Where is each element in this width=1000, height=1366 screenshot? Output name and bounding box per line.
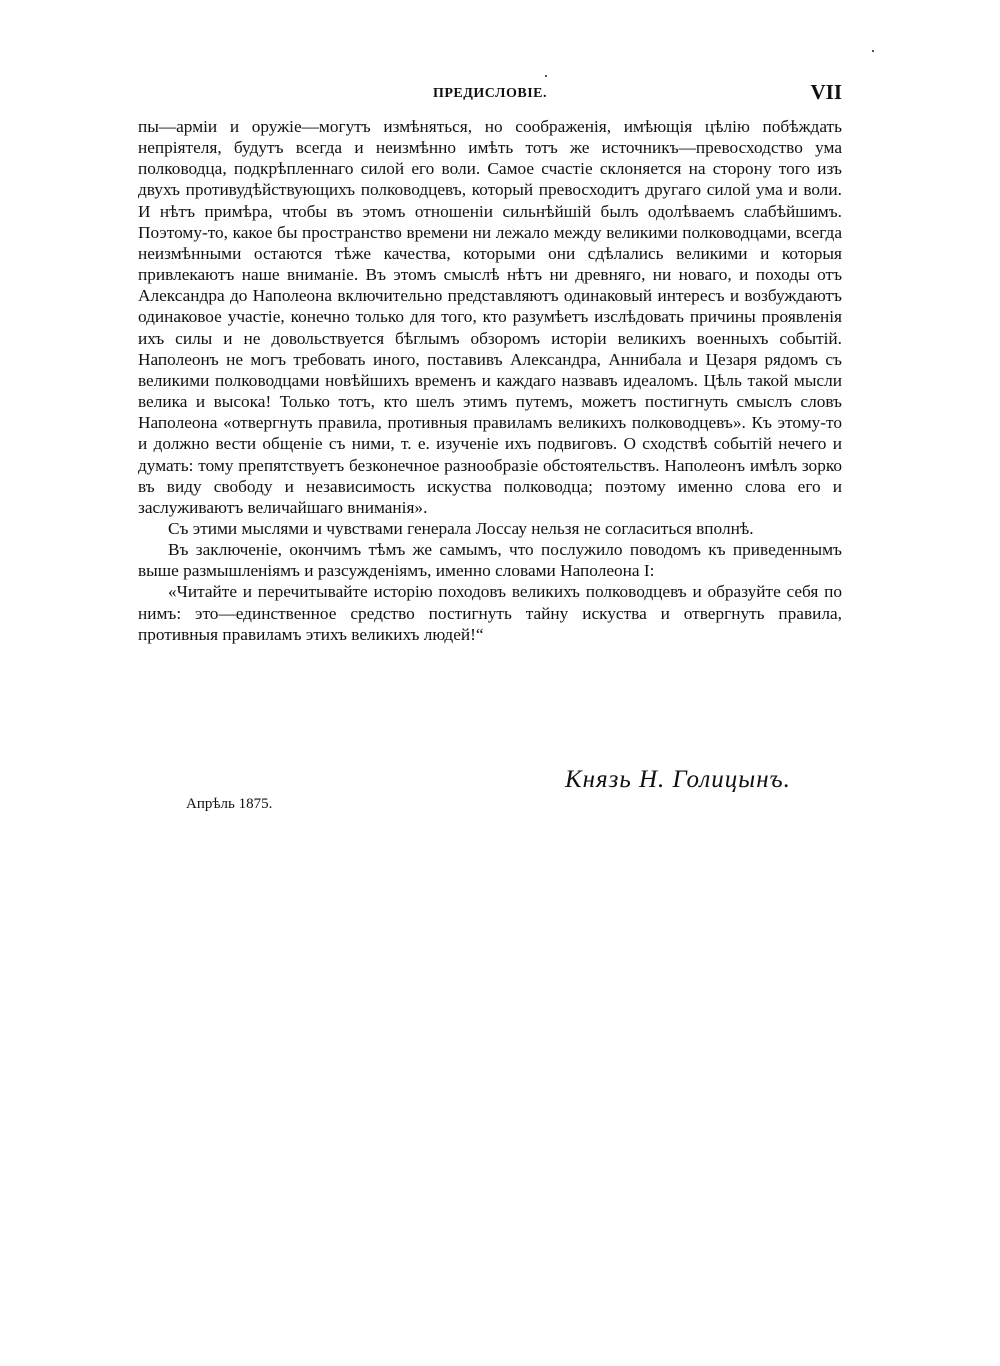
running-title: ПРЕДИСЛОВІЕ.	[432, 86, 547, 101]
date-line: Апрѣль 1875.	[186, 796, 273, 812]
page-number: VII	[810, 80, 842, 104]
quote-paragraph: «Читайте и перечитывайте исторію походовъ великихъ полководцевъ и образуйте себя по нимъ: это—единственное средство постигнуть тайну искуства и отвергнуть правила, противныя правиламъ этихъ великихъ людей!“	[138, 582, 842, 644]
paragraph: Въ заключеніе, окончимъ тѣмъ же самымъ, что послужило поводомъ къ приведеннымъ выше размышленіямъ и разсужденіямъ, именно словами Наполеона I:	[138, 540, 842, 581]
scan-speck	[872, 50, 874, 52]
page-header	[138, 80, 842, 110]
body-text	[138, 116, 842, 645]
paragraph: пы—арміи и оружіе—могутъ измѣняться, но соображенія, имѣющія цѣлію побѣждать непріятеля, будутъ всегда и неизмѣнно имѣть тотъ же источникъ—превосходство ума полководца, подкрѣпленнаго силой его воли. Самое счастіе склоняется на сторону того изъ двухъ противудѣйствующихъ полководцевъ, который превосходитъ другаго силой ума и воли. И нѣтъ примѣра, чтобы въ этомъ отношеніи сильнѣйшій былъ одолѣваемъ слабѣйшимъ. Поэтому-то, какое бы пространство времени ни лежало между великими полководцами, всегда неизмѣнными остаются тѣже качества, которыми они сдѣлались великими и которыя привлекаютъ наше вниманіе. Въ этомъ смыслѣ нѣтъ ни древняго, ни новаго, и походы отъ Александра до Наполеона включительно представляютъ одинаковый интересъ и возбуждаютъ одинаковое участіе, конечно только для того, кто разумѣетъ изслѣдовать причины проявленія ихъ силы и не довольствуется бѣглымъ обзоромъ исторіи великихъ военныхъ событій. Наполеонъ не могъ требовать иного, поставивъ Александра, Аннибала и Цезаря рядомъ съ великими полководцами новѣйшихъ временъ и каждаго назвавъ идеаломъ. Цѣль такой мысли велика и высока! Только тотъ, кто шелъ этимъ путемъ, можетъ постигнуть смыслъ словъ Наполеона «отвергнуть правила, противныя правиламъ великихъ полководцевъ». Къ этому-то и должно вести общеніе съ ними, т. е. изученіе ихъ подвиговъ. О сходствѣ событій нечего и думать: тому препятствуетъ безконечное разнообразіе обстоятельствъ. Наполеонъ имѣлъ зорко въ виду свободу и независимость искуства полководца; поэтому именно слова его и заслуживаютъ величайшаго вниманія».	[138, 117, 842, 517]
paragraph: Съ этими мыслями и чувствами генерала Лоссау нельзя не согласиться вполнѣ.	[168, 518, 754, 538]
author-signature: Князь Н. Голицынъ.	[565, 766, 791, 793]
scan-speck	[545, 75, 547, 77]
